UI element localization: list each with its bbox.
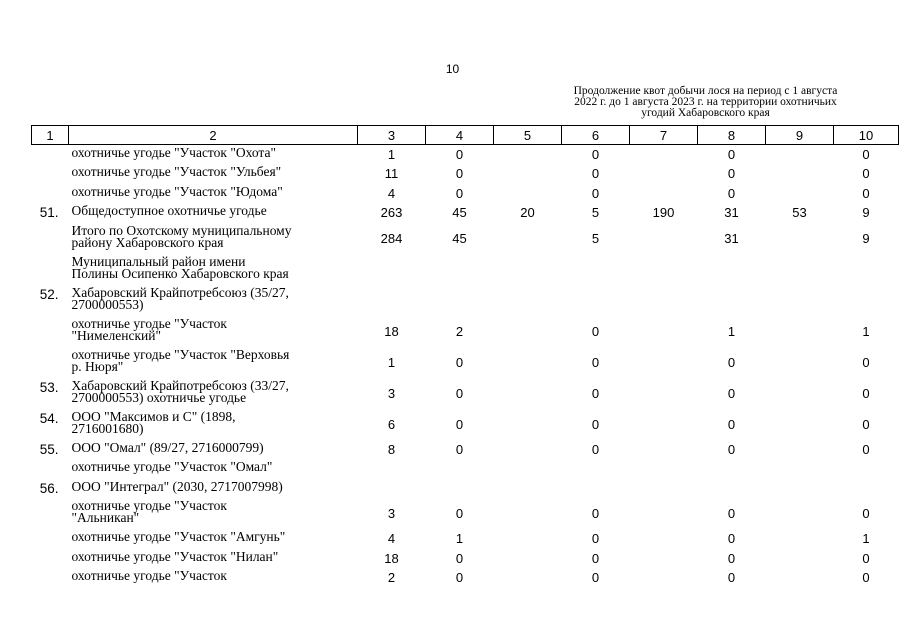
cell-c3: 6 bbox=[387, 416, 396, 432]
row-name-line: охотничье угодье "Участок "Нилан" bbox=[71, 548, 279, 564]
cell-c4: 0 bbox=[455, 506, 464, 521]
cell-c3 bbox=[358, 285, 426, 316]
cell-c4: 0 bbox=[455, 147, 464, 162]
cell-c6: 0 bbox=[591, 354, 600, 370]
row-name-line: Итого по Охотскому муниципальному bbox=[71, 222, 292, 238]
cell-c5 bbox=[494, 316, 562, 347]
row-name bbox=[69, 223, 358, 254]
cell-c10: 0 bbox=[862, 570, 870, 586]
row-number bbox=[32, 529, 69, 549]
row-name-line: охотничье угодье "Участок "Амгунь" bbox=[71, 529, 286, 544]
cell-c3: 11 bbox=[384, 166, 399, 182]
continuation-line: 2022 г. до 1 августа 2023 г. на территории охотничьих bbox=[574, 96, 837, 108]
cell-c10: 1 bbox=[862, 323, 870, 339]
cell-c3: 1 bbox=[387, 147, 396, 162]
cell-c4: 45 bbox=[452, 205, 467, 221]
row-name-line: 2700000553) bbox=[71, 296, 144, 312]
cell-c8: 0 bbox=[727, 531, 736, 547]
cell-c8 bbox=[698, 459, 766, 479]
header-cell: 2 bbox=[69, 126, 358, 145]
table-row bbox=[32, 440, 899, 460]
cell-c4: 0 bbox=[455, 570, 464, 586]
cell-c7 bbox=[630, 498, 698, 529]
cell-c6: 5 bbox=[591, 230, 600, 246]
row-number: 51. bbox=[39, 205, 59, 220]
cell-c6: 0 bbox=[591, 570, 600, 586]
cell-c6 bbox=[562, 285, 630, 316]
cell-c6: 0 bbox=[591, 506, 600, 521]
cell-c5 bbox=[494, 549, 562, 569]
cell-c8: 0 bbox=[727, 354, 736, 370]
cell-c9 bbox=[766, 568, 834, 588]
cell-c4 bbox=[426, 285, 494, 316]
cell-c6: 0 bbox=[591, 416, 600, 432]
cell-c9 bbox=[766, 409, 834, 440]
cell-c8: 0 bbox=[727, 147, 736, 162]
table-row bbox=[32, 568, 899, 588]
table-row bbox=[32, 285, 899, 316]
table-row bbox=[32, 459, 899, 479]
table-row bbox=[32, 203, 899, 223]
cell-c8: 0 bbox=[727, 185, 736, 201]
cell-c4 bbox=[426, 479, 494, 499]
cell-c3: 18 bbox=[384, 323, 399, 339]
cell-c7 bbox=[630, 459, 698, 479]
cell-c8 bbox=[698, 285, 766, 316]
cell-c10: 0 bbox=[862, 185, 870, 201]
row-name-line: "Нимеленский" bbox=[71, 327, 161, 343]
table-row bbox=[32, 254, 899, 285]
row-name-line: "Альникан" bbox=[71, 510, 140, 525]
cell-c10: 0 bbox=[862, 385, 870, 401]
row-name-line: охотничье угодье "Участок "Охота" bbox=[71, 145, 276, 160]
cell-c9 bbox=[766, 223, 834, 254]
cell-c3 bbox=[358, 254, 426, 285]
cell-c5 bbox=[494, 254, 562, 285]
continuation-note bbox=[548, 86, 863, 119]
table-row bbox=[32, 347, 899, 378]
table-body bbox=[32, 145, 899, 588]
cell-c7 bbox=[630, 549, 698, 569]
row-name-line: 2716001680) bbox=[71, 420, 144, 436]
cell-c9 bbox=[766, 378, 834, 409]
cell-c4: 1 bbox=[455, 531, 464, 547]
cell-c7 bbox=[630, 568, 698, 588]
cell-c9 bbox=[766, 479, 834, 499]
cell-c4: 0 bbox=[455, 441, 464, 457]
cell-c7 bbox=[630, 347, 698, 378]
cell-c8: 31 bbox=[724, 230, 739, 246]
row-name-line: охотничье угодье "Участок "Ульбея" bbox=[71, 164, 282, 179]
cell-c8: 0 bbox=[727, 441, 736, 457]
row-number bbox=[32, 316, 69, 347]
cell-c4: 0 bbox=[455, 385, 464, 401]
cell-c5 bbox=[494, 409, 562, 440]
row-name bbox=[69, 145, 358, 165]
cell-c8: 0 bbox=[727, 385, 736, 401]
cell-c10: 0 bbox=[862, 506, 870, 521]
row-name-line: ООО "Максимов и С" (1898, bbox=[71, 408, 236, 424]
cell-c9 bbox=[766, 316, 834, 347]
cell-c5 bbox=[494, 145, 562, 165]
row-name-line: охотничье угодье "Участок "Омал" bbox=[71, 459, 273, 474]
row-name-line: охотничье угодье "Участок "Верховья bbox=[71, 346, 290, 362]
row-name-line: ООО "Омал" (89/27, 2716000799) bbox=[71, 439, 264, 455]
row-name-line: р. Нюря" bbox=[71, 358, 124, 374]
row-name bbox=[69, 549, 358, 569]
row-name-line: 2700000553) охотничье угодье bbox=[71, 389, 247, 405]
row-name bbox=[69, 479, 358, 499]
cell-c3: 4 bbox=[387, 531, 396, 547]
cell-c5: 20 bbox=[520, 205, 535, 221]
cell-c5 bbox=[494, 164, 562, 184]
header-cell: 6 bbox=[562, 126, 630, 145]
cell-c4: 2 bbox=[455, 323, 464, 339]
row-number bbox=[32, 568, 69, 588]
row-name-line: охотничье угодье "Участок bbox=[71, 498, 227, 513]
cell-c10: 0 bbox=[862, 550, 870, 566]
row-number bbox=[32, 347, 69, 378]
row-name bbox=[69, 568, 358, 588]
cell-c5 bbox=[494, 378, 562, 409]
cell-c7 bbox=[630, 164, 698, 184]
cell-c9 bbox=[766, 459, 834, 479]
row-name-line: Полины Осипенко Хабаровского края bbox=[71, 265, 289, 281]
row-number: 55. bbox=[39, 441, 59, 457]
cell-c8: 0 bbox=[727, 550, 736, 566]
cell-c8 bbox=[698, 254, 766, 285]
cell-c9 bbox=[766, 549, 834, 569]
cell-c10: 0 bbox=[862, 354, 870, 370]
cell-c3: 3 bbox=[387, 385, 396, 401]
cell-c4: 0 bbox=[455, 354, 464, 370]
row-number: 56. bbox=[39, 480, 59, 496]
header-cell: 10 bbox=[834, 126, 899, 145]
row-name-line: Общедоступное охотничье угодье bbox=[71, 203, 267, 218]
cell-c6: 5 bbox=[591, 205, 600, 221]
row-number bbox=[32, 254, 69, 285]
row-name bbox=[69, 203, 358, 223]
table-row bbox=[32, 145, 899, 165]
row-name bbox=[69, 498, 358, 529]
table-row bbox=[32, 316, 899, 347]
row-name bbox=[69, 184, 358, 204]
row-name bbox=[69, 316, 358, 347]
row-name-line: охотничье угодье "Участок "Юдома" bbox=[71, 183, 283, 199]
cell-c5 bbox=[494, 479, 562, 499]
header-row bbox=[32, 126, 899, 145]
cell-c3: 2 bbox=[387, 570, 396, 586]
cell-c3: 8 bbox=[387, 441, 396, 457]
header-cell: 9 bbox=[766, 126, 834, 145]
row-number bbox=[32, 498, 69, 529]
header-cell: 5 bbox=[494, 126, 562, 145]
row-name bbox=[69, 529, 358, 549]
cell-c7 bbox=[630, 316, 698, 347]
row-number bbox=[32, 549, 69, 569]
row-name-line: охотничье угодье "Участок bbox=[71, 315, 227, 331]
cell-c10: 0 bbox=[862, 441, 870, 457]
cell-c4: 0 bbox=[455, 166, 464, 182]
table-row bbox=[32, 549, 899, 569]
cell-c9 bbox=[766, 184, 834, 204]
cell-c4 bbox=[426, 254, 494, 285]
cell-c7 bbox=[630, 479, 698, 499]
cell-c9 bbox=[766, 164, 834, 184]
cell-c4: 0 bbox=[455, 185, 464, 201]
cell-c6: 0 bbox=[591, 550, 600, 566]
table-row bbox=[32, 223, 899, 254]
cell-c5 bbox=[494, 568, 562, 588]
header-cell: 3 bbox=[358, 126, 426, 145]
table-row bbox=[32, 529, 899, 549]
cell-c3 bbox=[358, 479, 426, 499]
cell-c4: 45 bbox=[452, 230, 467, 246]
cell-c5 bbox=[494, 347, 562, 378]
row-number bbox=[32, 164, 69, 184]
cell-c8: 0 bbox=[727, 416, 736, 432]
cell-c10: 0 bbox=[862, 147, 870, 162]
cell-c7 bbox=[630, 378, 698, 409]
row-name bbox=[69, 440, 358, 460]
cell-c9 bbox=[766, 145, 834, 165]
cell-c4 bbox=[426, 459, 494, 479]
table-row bbox=[32, 498, 899, 529]
cell-c9 bbox=[766, 254, 834, 285]
cell-c9 bbox=[766, 285, 834, 316]
cell-c7: 190 bbox=[652, 205, 675, 221]
cell-c4: 0 bbox=[455, 550, 464, 566]
cell-c10: 0 bbox=[862, 416, 870, 432]
table-row bbox=[32, 479, 899, 499]
cell-c5 bbox=[494, 285, 562, 316]
cell-c7 bbox=[630, 254, 698, 285]
table-row bbox=[32, 164, 899, 184]
cell-c5 bbox=[494, 223, 562, 254]
table-row bbox=[32, 378, 899, 409]
cell-c6: 0 bbox=[591, 531, 600, 547]
cell-c9: 53 bbox=[792, 205, 807, 221]
row-name bbox=[69, 409, 358, 440]
cell-c7 bbox=[630, 285, 698, 316]
cell-c7 bbox=[630, 409, 698, 440]
row-name-line: Муниципальный район имени bbox=[71, 253, 246, 269]
cell-c3: 263 bbox=[380, 205, 403, 221]
cell-c6: 0 bbox=[591, 385, 600, 401]
cell-c3: 3 bbox=[387, 506, 396, 521]
cell-c3: 284 bbox=[380, 230, 403, 246]
cell-c3: 18 bbox=[384, 550, 399, 566]
header-cell: 4 bbox=[426, 126, 494, 145]
cell-c6: 0 bbox=[591, 185, 600, 201]
cell-c10: 9 bbox=[862, 230, 870, 246]
row-name bbox=[69, 254, 358, 285]
cell-c5 bbox=[494, 498, 562, 529]
page-number: 10 bbox=[445, 62, 460, 76]
cell-c6: 0 bbox=[591, 441, 600, 457]
cell-c7 bbox=[630, 529, 698, 549]
cell-c7 bbox=[630, 184, 698, 204]
cell-c10 bbox=[834, 254, 899, 285]
quota-table bbox=[31, 125, 899, 588]
cell-c8: 0 bbox=[727, 166, 736, 182]
cell-c6: 0 bbox=[591, 166, 600, 182]
cell-c5 bbox=[494, 440, 562, 460]
row-name bbox=[69, 285, 358, 316]
cell-c8 bbox=[698, 479, 766, 499]
cell-c6 bbox=[562, 459, 630, 479]
cell-c9 bbox=[766, 498, 834, 529]
row-name-line: охотничье угодье "Участок bbox=[71, 568, 227, 583]
row-number: 53. bbox=[39, 379, 59, 395]
cell-c10: 9 bbox=[862, 205, 870, 221]
header-cell: 1 bbox=[32, 126, 69, 145]
cell-c4: 0 bbox=[455, 416, 464, 432]
cell-c5 bbox=[494, 459, 562, 479]
header-cell: 8 bbox=[698, 126, 766, 145]
row-name-line: ООО "Интеграл" (2030, 2717007998) bbox=[71, 478, 283, 494]
cell-c6 bbox=[562, 479, 630, 499]
cell-c7 bbox=[630, 145, 698, 165]
cell-c5 bbox=[494, 529, 562, 549]
cell-c9 bbox=[766, 440, 834, 460]
cell-c6: 0 bbox=[591, 323, 600, 339]
cell-c3: 1 bbox=[387, 354, 396, 370]
row-name-line: Хабаровский Крайпотребсоюз (35/27, bbox=[71, 284, 289, 300]
row-name-line: Хабаровский Крайпотребсоюз (33/27, bbox=[71, 377, 289, 393]
cell-c3 bbox=[358, 459, 426, 479]
cell-c9 bbox=[766, 529, 834, 549]
cell-c8: 0 bbox=[727, 506, 736, 521]
row-number: 52. bbox=[39, 286, 59, 302]
row-number bbox=[32, 145, 69, 165]
continuation-line: Продолжение квот добычи лося на период с 1 августа bbox=[573, 85, 838, 97]
row-name bbox=[69, 164, 358, 184]
cell-c10 bbox=[834, 459, 899, 479]
row-number bbox=[32, 223, 69, 254]
cell-c10: 0 bbox=[862, 166, 870, 182]
table-row bbox=[32, 184, 899, 204]
cell-c10 bbox=[834, 479, 899, 499]
cell-c9 bbox=[766, 347, 834, 378]
row-name bbox=[69, 459, 358, 479]
row-name bbox=[69, 378, 358, 409]
cell-c10: 1 bbox=[862, 531, 870, 547]
header-cell: 7 bbox=[630, 126, 698, 145]
cell-c10 bbox=[834, 285, 899, 316]
cell-c7 bbox=[630, 223, 698, 254]
cell-c5 bbox=[494, 184, 562, 204]
row-name-line: району Хабаровского края bbox=[71, 234, 224, 250]
cell-c6: 0 bbox=[591, 147, 600, 162]
table-row bbox=[32, 409, 899, 440]
row-name bbox=[69, 347, 358, 378]
cell-c8: 31 bbox=[724, 205, 739, 221]
cell-c8: 0 bbox=[727, 570, 736, 586]
continuation-line: угодий Хабаровского края bbox=[641, 107, 770, 119]
cell-c6 bbox=[562, 254, 630, 285]
cell-c8: 1 bbox=[727, 323, 736, 339]
row-number bbox=[32, 184, 69, 204]
row-number bbox=[32, 459, 69, 479]
row-number: 54. bbox=[39, 410, 59, 426]
cell-c7 bbox=[630, 440, 698, 460]
cell-c3: 4 bbox=[387, 185, 396, 201]
